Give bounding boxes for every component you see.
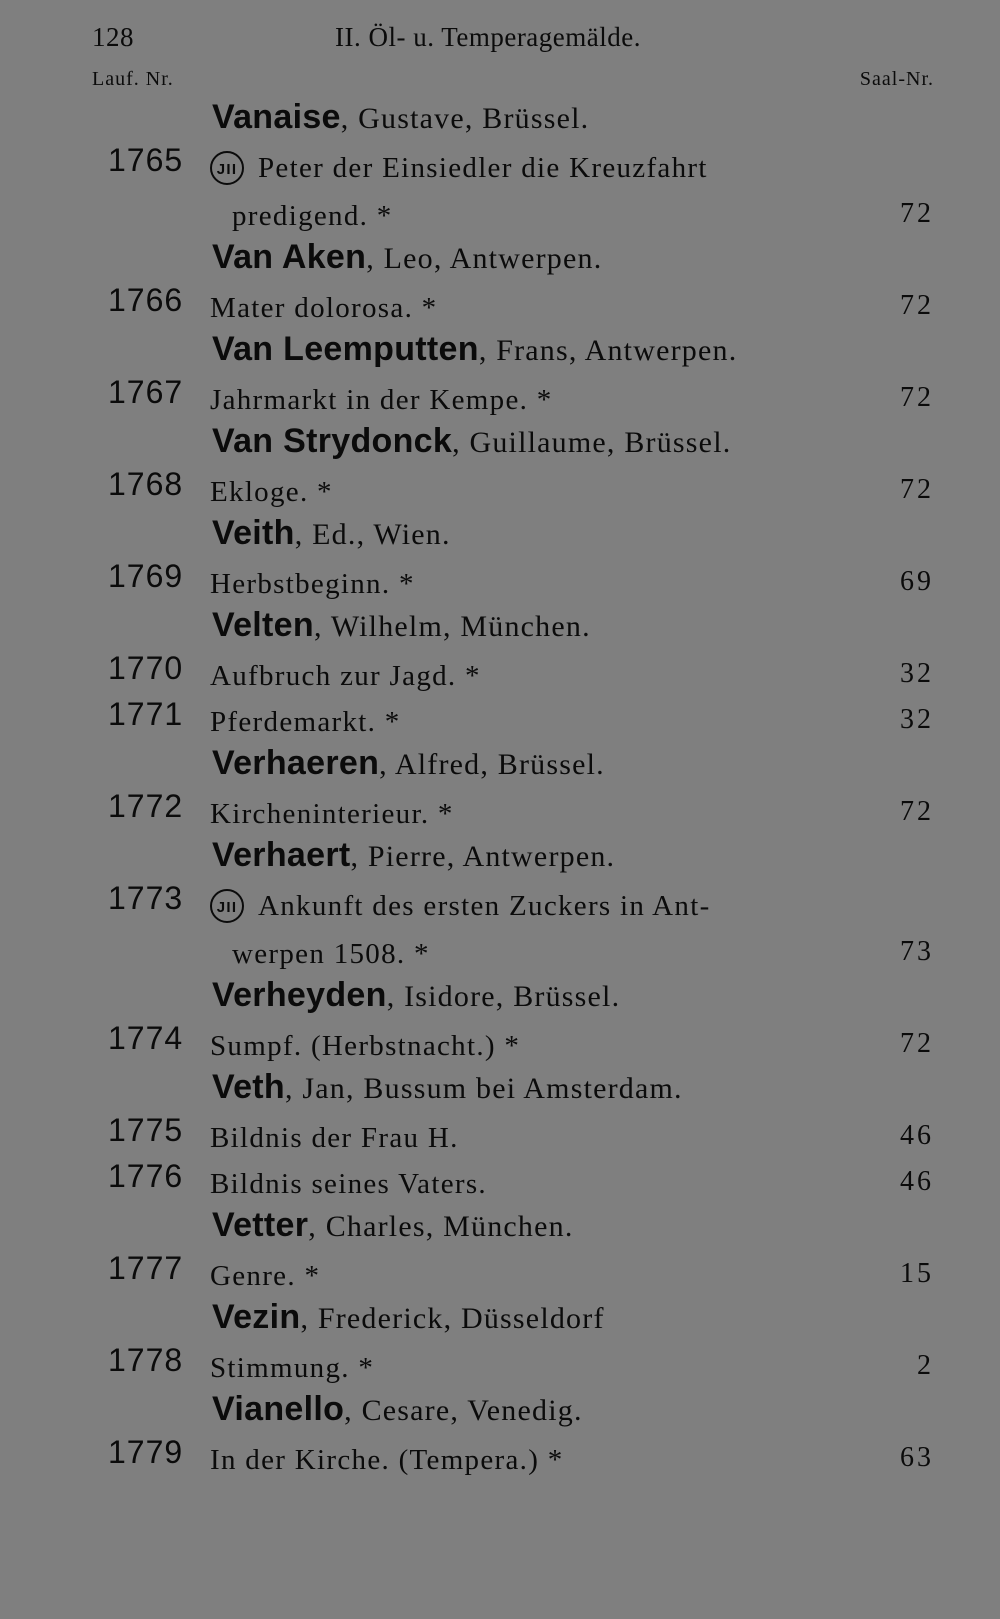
- work-title-line: Jahrmarkt in der Kempe. *: [210, 384, 553, 416]
- lauf-number: 1779: [108, 1434, 184, 1470]
- work-title-line: Herbstbeginn. *: [210, 568, 415, 600]
- artist-line: [212, 976, 620, 1015]
- lauf-number: 1778: [108, 1342, 184, 1378]
- saal-number: 15: [900, 1258, 934, 1289]
- catalog-entry: [0, 1018, 1000, 1064]
- artist-name: Van Leemputten: [212, 330, 479, 368]
- artist-details: , Leo, Antwerpen.: [366, 242, 603, 275]
- saal-number: 72: [900, 796, 934, 827]
- lauf-number: 1765: [108, 142, 184, 178]
- lauf-number: 1775: [108, 1112, 184, 1148]
- saal-number: 32: [900, 658, 934, 689]
- work-title-line: Genre. *: [210, 1260, 321, 1292]
- jii-stamp-icon: JII: [210, 151, 244, 185]
- saal-number: 72: [900, 1028, 934, 1059]
- artist-line: [212, 330, 737, 369]
- artist-name: Vianello: [212, 1390, 345, 1428]
- catalog-entries: [0, 94, 1000, 1478]
- artist-line: [212, 744, 605, 783]
- artist-heading: [0, 234, 1000, 280]
- catalog-entry: [0, 1248, 1000, 1294]
- artist-line: [212, 422, 731, 461]
- artist-heading: [0, 1294, 1000, 1340]
- artist-line: [212, 98, 589, 137]
- artist-name: Verhaert: [212, 836, 351, 874]
- catalog-entry: [0, 1156, 1000, 1202]
- work-title: [210, 468, 850, 516]
- lauf-number: 1777: [108, 1250, 184, 1286]
- work-title-line: Bildnis der Frau H.: [210, 1122, 459, 1154]
- artist-name: Velten: [212, 606, 314, 644]
- saal-number: 72: [900, 382, 934, 413]
- work-title-line: Aufbruch zur Jagd. *: [210, 660, 481, 692]
- saal-number: 46: [900, 1120, 934, 1151]
- artist-name: Van Strydonck: [212, 422, 453, 460]
- saal-number: 46: [900, 1166, 934, 1197]
- jii-stamp-icon: JII: [210, 889, 244, 923]
- artist-line: [212, 514, 451, 553]
- catalog-entry: [0, 786, 1000, 832]
- artist-details: , Frederick, Düsseldorf: [300, 1302, 605, 1335]
- column-header-saal-nr: Saal-Nr.: [859, 68, 934, 90]
- work-title: [210, 698, 850, 746]
- artist-details: , Wilhelm, München.: [313, 610, 591, 643]
- artist-line: [212, 238, 602, 277]
- work-title-continuation: werpen 1508. *: [232, 938, 430, 970]
- work-title-line: Ekloge. *: [210, 476, 333, 508]
- work-title-line: Ankunft des ersten Zuckers in Ant-: [258, 890, 711, 922]
- artist-heading: [0, 740, 1000, 786]
- page-number: 128: [92, 22, 134, 52]
- work-title: [210, 144, 850, 240]
- artist-line: [212, 1298, 605, 1337]
- work-title: [210, 1114, 850, 1162]
- artist-heading: [0, 832, 1000, 878]
- catalog-entry: [0, 556, 1000, 602]
- saal-number: 32: [900, 704, 934, 735]
- artist-details: , Frans, Antwerpen.: [478, 334, 738, 367]
- catalog-entry: [0, 140, 1000, 234]
- artist-heading: [0, 972, 1000, 1018]
- saal-number: 72: [900, 474, 934, 505]
- work-title: [210, 1022, 850, 1070]
- artist-details: , Alfred, Brüssel.: [379, 748, 605, 781]
- artist-heading: [0, 602, 1000, 648]
- lauf-number: 1776: [108, 1158, 184, 1194]
- lauf-number: 1772: [108, 788, 184, 824]
- catalog-entry: [0, 280, 1000, 326]
- work-title-line: Pferdemarkt. *: [210, 706, 401, 738]
- work-title-line: Kircheninterieur. *: [210, 798, 454, 830]
- work-title-line: Mater dolorosa. *: [210, 292, 438, 324]
- artist-line: [212, 1068, 683, 1107]
- catalog-entry: [0, 1110, 1000, 1156]
- lauf-number: 1768: [108, 466, 184, 502]
- artist-heading: [0, 326, 1000, 372]
- artist-heading: [0, 510, 1000, 556]
- page-header: [92, 22, 940, 62]
- work-title-line: Sumpf. (Herbstnacht.) *: [210, 1030, 521, 1062]
- artist-details: , Guillaume, Brüssel.: [452, 426, 732, 459]
- work-title: [210, 882, 850, 978]
- artist-name: Veth: [212, 1068, 286, 1106]
- lauf-number: 1771: [108, 696, 184, 732]
- artist-line: [212, 1390, 583, 1429]
- lauf-number: 1767: [108, 374, 184, 410]
- work-title: [210, 1436, 850, 1484]
- artist-details: , Gustave, Brüssel.: [340, 102, 590, 135]
- artist-details: , Ed., Wien.: [294, 518, 451, 551]
- work-title-line: In der Kirche. (Tempera.) *: [210, 1444, 564, 1476]
- work-title: [210, 1344, 850, 1392]
- artist-heading: [0, 1386, 1000, 1432]
- work-title-continuation: predigend. *: [232, 200, 393, 232]
- work-title: [210, 284, 850, 332]
- artist-details: , Pierre, Antwerpen.: [350, 840, 616, 873]
- work-title: [210, 1160, 850, 1208]
- lauf-number: 1774: [108, 1020, 184, 1056]
- catalog-entry: [0, 694, 1000, 740]
- work-title: [210, 652, 850, 700]
- artist-details: , Isidore, Brüssel.: [386, 980, 621, 1013]
- artist-details: , Jan, Bussum bei Amsterdam.: [285, 1072, 683, 1105]
- artist-line: [212, 606, 591, 645]
- artist-name: Van Aken: [212, 238, 367, 276]
- work-title: [210, 560, 850, 608]
- artist-name: Verheyden: [212, 976, 387, 1014]
- lauf-number: 1769: [108, 558, 184, 594]
- column-header-lauf-nr: Lauf. Nr.: [92, 68, 174, 90]
- saal-number: 73: [900, 936, 934, 967]
- lauf-number: 1766: [108, 282, 184, 318]
- artist-name: Veith: [212, 514, 295, 552]
- artist-name: Vanaise: [212, 98, 341, 136]
- artist-line: [212, 836, 615, 875]
- lauf-number: 1770: [108, 650, 184, 686]
- artist-heading: [0, 94, 1000, 140]
- work-title: [210, 1252, 850, 1300]
- saal-number: 72: [900, 290, 934, 321]
- work-title-line: Bildnis seines Vaters.: [210, 1168, 487, 1200]
- work-title-line: Peter der Einsiedler die Kreuzfahrt: [258, 152, 708, 184]
- running-title: II. Öl- u. Temperagemälde.: [335, 22, 641, 52]
- artist-name: Vezin: [212, 1298, 301, 1336]
- saal-number: 63: [900, 1442, 934, 1473]
- catalog-entry: [0, 1340, 1000, 1386]
- artist-line: [212, 1206, 574, 1245]
- catalog-entry: [0, 1432, 1000, 1478]
- catalog-entry: [0, 372, 1000, 418]
- saal-number: 72: [900, 198, 934, 229]
- catalog-entry: [0, 878, 1000, 972]
- saal-number: 2: [917, 1350, 934, 1381]
- work-title-line: Stimmung. *: [210, 1352, 375, 1384]
- catalog-entry: [0, 464, 1000, 510]
- artist-heading: [0, 418, 1000, 464]
- column-headers: [92, 68, 934, 94]
- artist-heading: [0, 1064, 1000, 1110]
- artist-details: , Charles, München.: [308, 1210, 574, 1243]
- work-title: [210, 376, 850, 424]
- work-title: [210, 790, 850, 838]
- catalog-entry: [0, 648, 1000, 694]
- saal-number: 69: [900, 566, 934, 597]
- artist-name: Verhaeren: [212, 744, 380, 782]
- artist-details: , Cesare, Venedig.: [344, 1394, 583, 1427]
- artist-heading: [0, 1202, 1000, 1248]
- artist-name: Vetter: [212, 1206, 309, 1244]
- lauf-number: 1773: [108, 880, 184, 916]
